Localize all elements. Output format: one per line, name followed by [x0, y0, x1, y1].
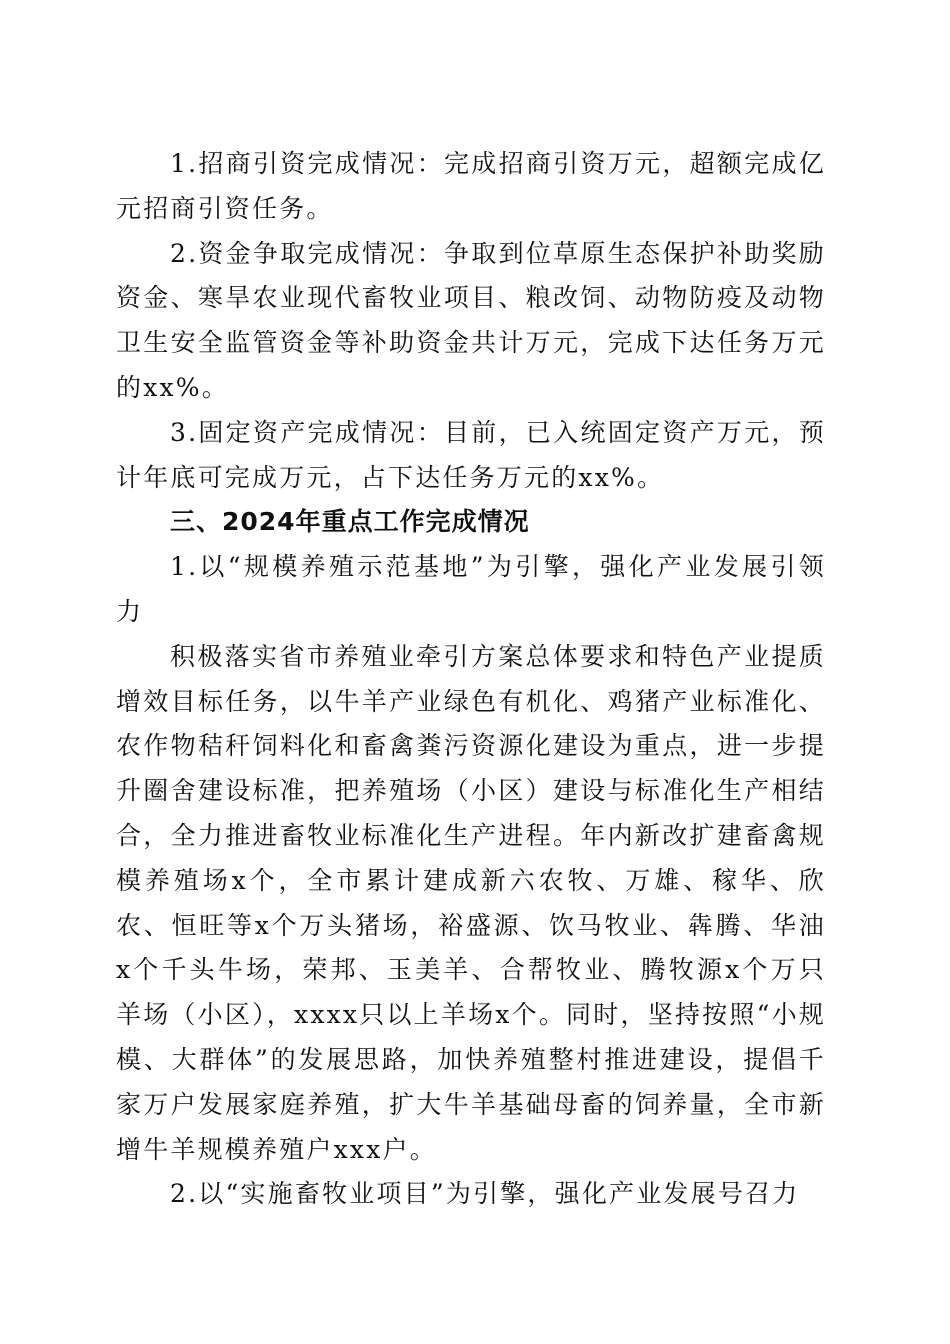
section-heading: 三、2024年重点工作完成情况: [170, 507, 530, 537]
paragraph-funding-acquisition: 2.资金争取完成情况：争取到位草原生态保护补助奖励资金、寒旱农业现代畜牧业项目、粮改饲、动物防疫及动物卫生安全监管资金等补助资金共计万元，完成下达任务万元的xx%。: [116, 238, 826, 402]
document-body: [116, 142, 826, 1217]
subsection-1-title: 1.以“规模养殖示范基地”为引擎，强化产业发展引领力: [116, 552, 826, 626]
subsection-1-body: 积极落实省市养殖业牵引方案总体要求和特色产业提质增效目标任务，以牛羊产业绿色有机化、鸡猪产业标准化、农作物秸秆饲料化和畜禽粪污资源化建设为重点，进一步提升圈舍建设标准，把养殖场（小区）建设与标准化生产相结合，全力推进畜牧业标准化生产进程。年内新改扩建畜禽规模养殖场x个，全市累计建成新六农牧、万雄、稼华、欣农、恒旺等x个万头猪场，裕盛源、饮马牧业、犇腾、华油x个千头牛场，荣邦、玉美羊、合帮牧业、腾牧源x个万只羊场（小区），xxxx只以上羊场x个。同时，坚持按照“小规模、大群体”的发展思路，加快养殖整村推进建设，提倡千家万户发展家庭养殖，扩大牛羊基础母畜的饲养量，全市新增牛羊规模养殖户xxx户。: [116, 641, 826, 1164]
subsection-2-title: 2.以“实施畜牧业项目”为引擎，强化产业发展号召力: [170, 1179, 800, 1209]
paragraph-fixed-assets: 3.固定资产完成情况：目前，已入统固定资产万元，预计年底可完成万元，占下达任务万元的xx%。: [116, 417, 826, 492]
paragraph-investment-attraction: 1.招商引资完成情况：完成招商引资万元，超额完成亿元招商引资任务。: [116, 149, 826, 223]
